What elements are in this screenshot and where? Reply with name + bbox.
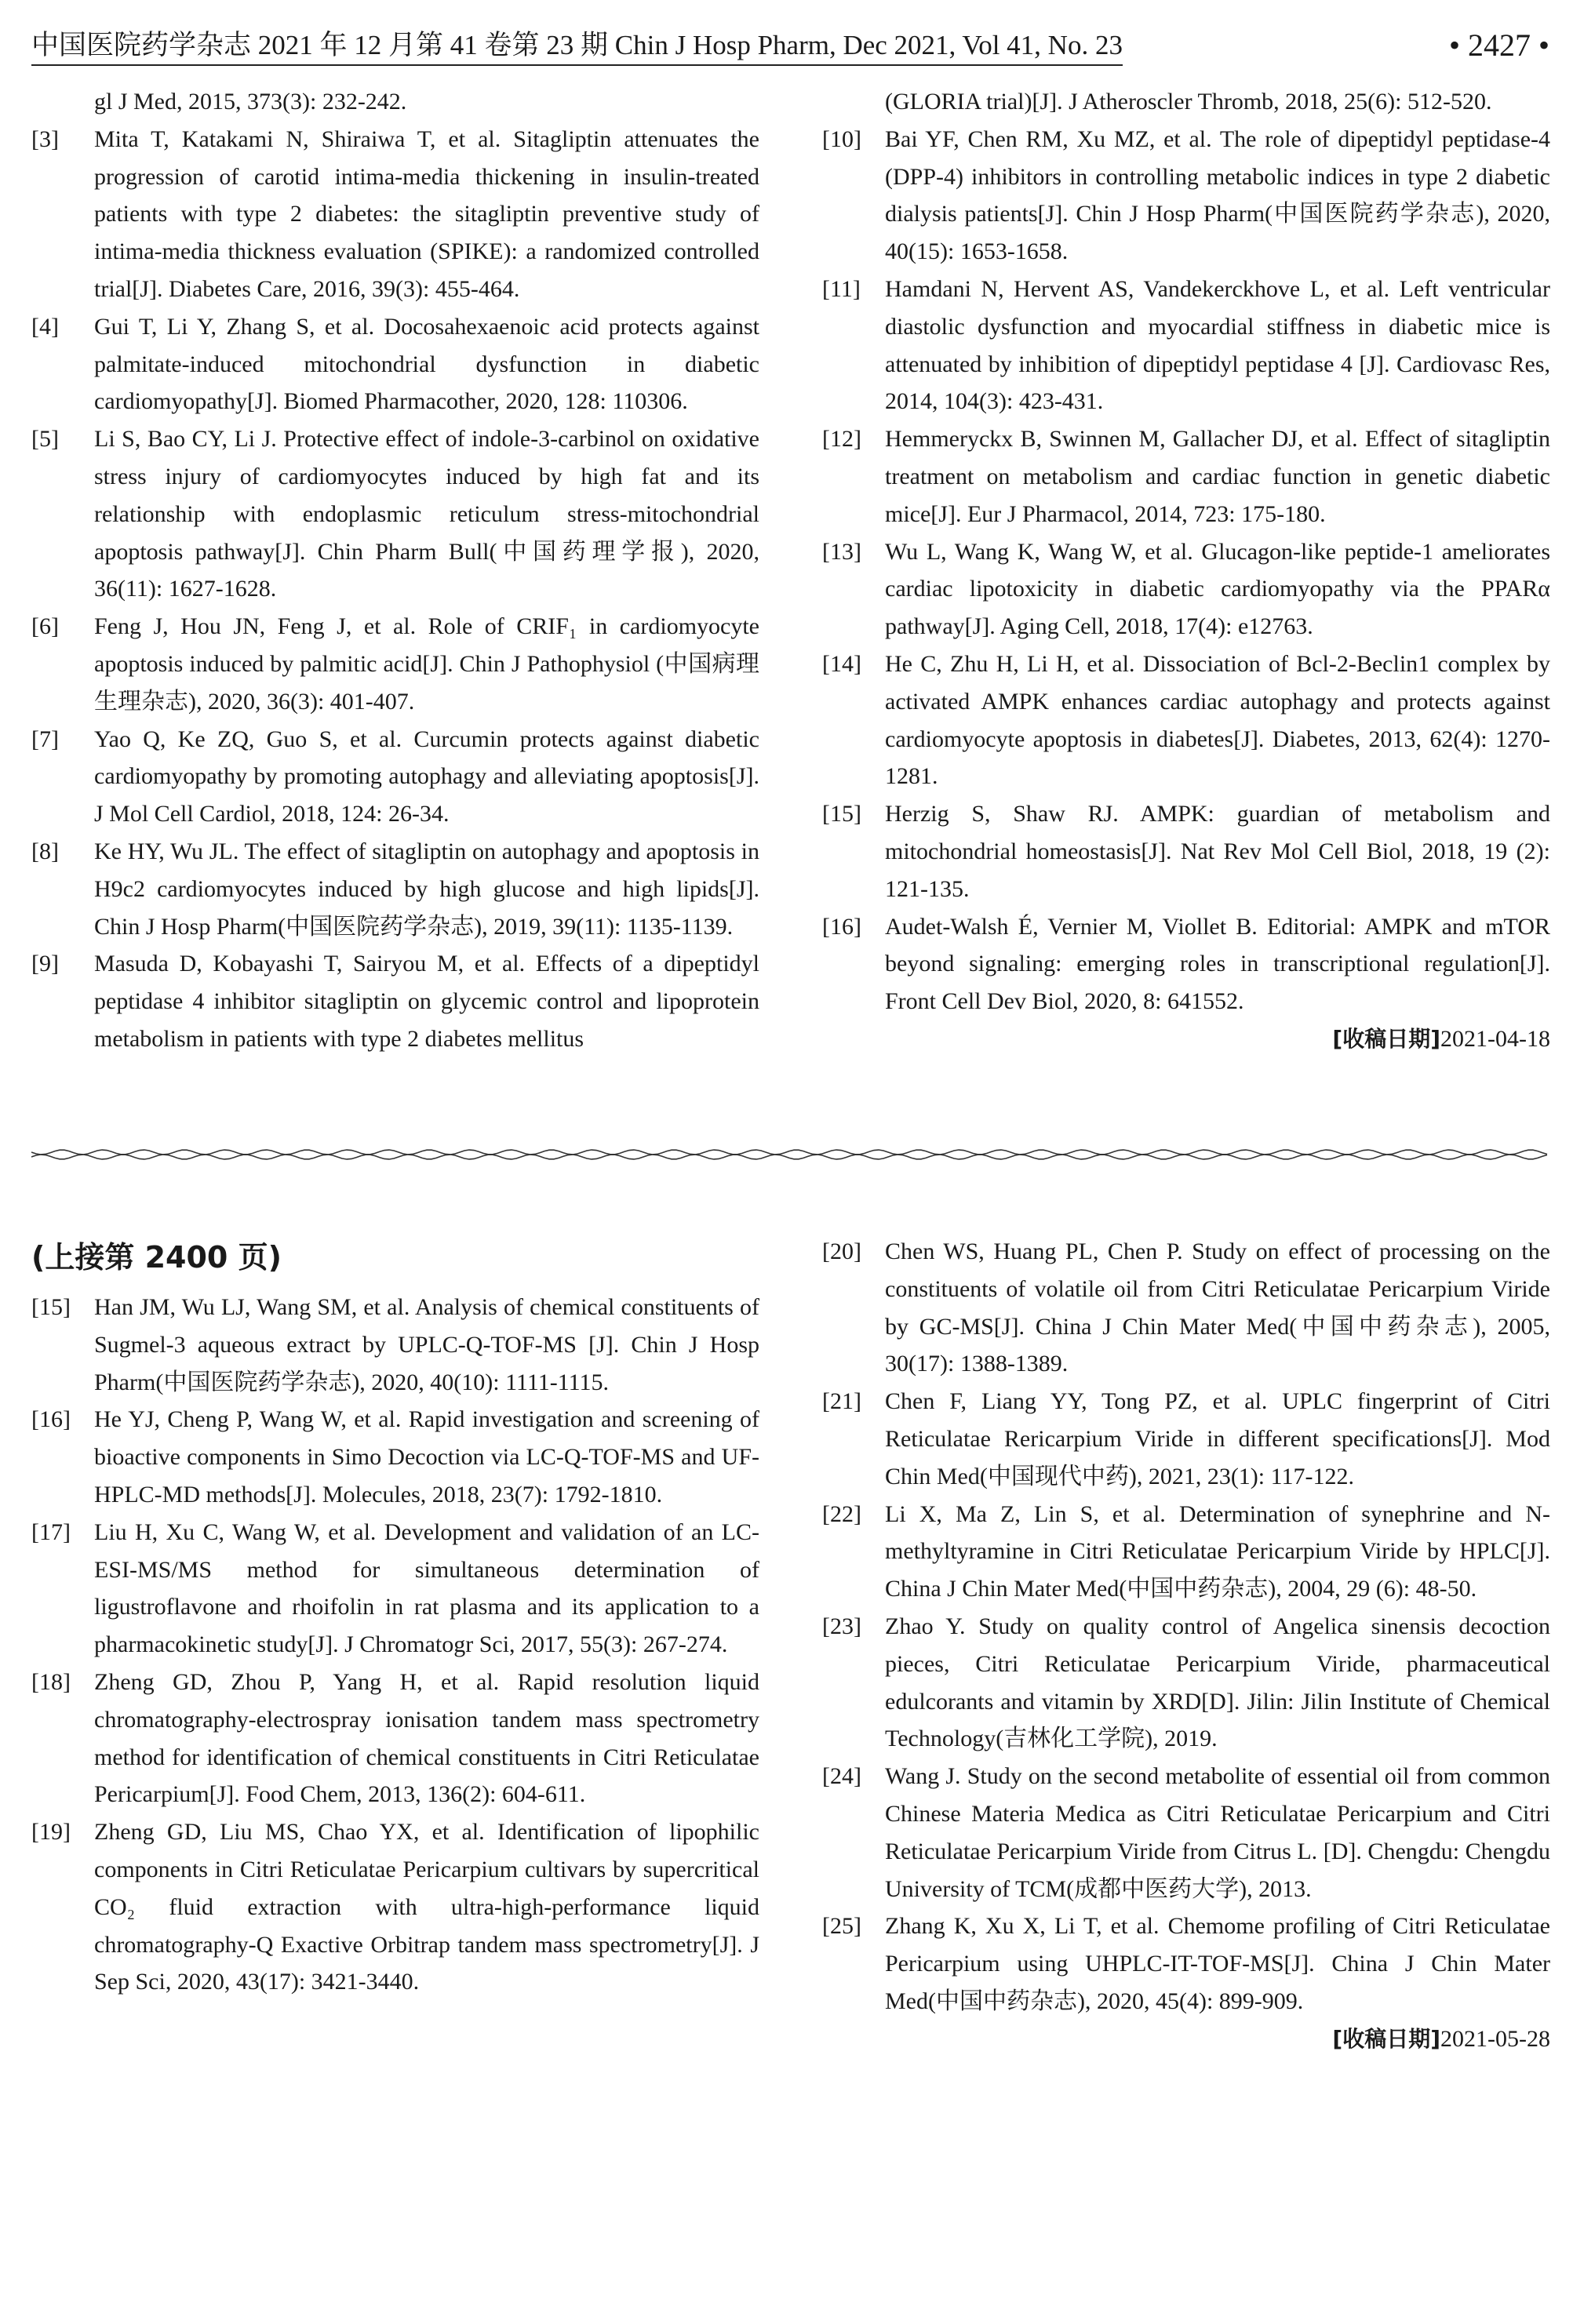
- reference-number: [7]: [31, 726, 59, 752]
- reference-entry: [822, 908, 1550, 1020]
- wavy-divider: [31, 1145, 1549, 1164]
- reference-text: Bai YF, Chen RM, Xu MZ, et al. The role of dipeptidyl peptidase-4 (DPP-4) inhibitors in controlling metabolic indices in type 2 diabetic dialysis patients[J]. Chin J Hosp Pharm(中国医院药学杂志), 2020, 40(15): 1653-1658.: [885, 125, 1550, 265]
- reference-number: [25]: [822, 1913, 861, 1940]
- reference-continuation: (GLORIA trial)[J]. J Atheroscler Thromb, 2018, 25(6): 512-520.: [885, 89, 1492, 115]
- reference-text: He YJ, Cheng P, Wang W, et al. Rapid investigation and screening of bioactive components in Simo Decoction via LC-Q-TOF-MS and UF-HPLC-MD methods[J]. Molecules, 2018, 23(7): 1792-1810.: [94, 1406, 759, 1508]
- reference-number: [24]: [822, 1763, 861, 1790]
- reference-number: [12]: [822, 426, 861, 453]
- bottom-right-column: [822, 1233, 1550, 2058]
- bottom-left-column: [31, 1289, 759, 2001]
- reference-entry: [31, 1664, 759, 1813]
- reference-number: [15]: [822, 801, 861, 827]
- reference-number: [9]: [31, 951, 59, 977]
- continued-from-heading: (上接第 2400 页): [31, 1240, 282, 1275]
- received-date-line: [822, 1020, 1550, 1058]
- journal-info: 中国医院药学杂志 2021 年 12 月第 41 卷第 23 期 Chin J Hosp Pharm, Dec 2021, Vol 41, No. 23: [31, 28, 1123, 66]
- top-left-column: [31, 83, 759, 1058]
- reference-entry: [822, 1233, 1550, 1383]
- reference-number: [16]: [31, 1406, 71, 1433]
- page-number: • 2427 •: [1448, 27, 1549, 63]
- reference-number: [22]: [822, 1500, 861, 1527]
- reference-number: [14]: [822, 650, 861, 677]
- reference-entry: [822, 646, 1550, 795]
- reference-number: [5]: [31, 426, 59, 453]
- reference-entry: [31, 1813, 759, 2001]
- reference-entry: [31, 1401, 759, 1513]
- reference-entry: [822, 420, 1550, 533]
- reference-entry: [822, 271, 1550, 420]
- reference-text: Chen WS, Huang PL, Chen P. Study on effect of processing on the constituents of volatile oil from Citri Reticulatae Pericarpium Viride by GC-MS[J]. China J Chin Mater Med(中国中药杂志), 2005, 30(17): 1388-1389.: [885, 1238, 1550, 1377]
- received-date-line: [822, 2020, 1550, 2058]
- reference-number: [19]: [31, 1819, 71, 1846]
- reference-text: Mita T, Katakami N, Shiraiwa T, et al. Sitagliptin attenuates the progression of carotid intima-media thickening in insulin-treated patients with type 2 diabetes: the sitagliptin preventive study of intima-media thickness evaluation (SPIKE): a randomized controlled trial[J]. Diabetes Care, 2016, 39(3): 455-464.: [94, 125, 759, 302]
- reference-entry: [31, 1289, 759, 1401]
- reference-number: [3]: [31, 125, 59, 152]
- reference-entry: [822, 1608, 1550, 1758]
- reference-text: Li S, Bao CY, Li J. Protective effect of indole-3-carbinol on oxidative stress injury of cardiomyocytes induced by high fat and its relationship with endoplasmic reticulum stress-mitochondrial apoptosis pathway[J]. Chin Pharm Bull(中国药理学报), 2020, 36(11): 1627-1628.: [94, 426, 759, 602]
- reference-number: [16]: [822, 913, 861, 940]
- reference-text: Wu L, Wang K, Wang W, et al. Glucagon-like peptide-1 ameliorates cardiac lipotoxicity in diabetic cardiomyopathy via the PPARα pathway[J]. Aging Cell, 2018, 17(4): e12763.: [885, 538, 1550, 640]
- reference-text: Liu H, Xu C, Wang W, et al. Development and validation of an LC-ESI-MS/MS method for simultaneous determination of ligustroflavone and rhoifolin in rat plasma and its application to a pharmacokinetic study[J]. J Chromatogr Sci, 2017, 55(3): 267-274.: [94, 1518, 759, 1658]
- reference-text: Ke HY, Wu JL. The effect of sitagliptin on autophagy and apoptosis in H9c2 cardiomyocytes induced by high glucose and high lipids[J]. Chin J Hosp Pharm(中国医院药学杂志), 2019, 39(11): 1135-1139.: [94, 838, 759, 940]
- reference-text: Zhao Y. Study on quality control of Angelica sinensis decoction pieces, Citri Reticulatae Pericarpium Viride, pharmaceutical edulcorants and vitamin by XRD[D]. Jilin: Jilin Institute of Chemical Technology(吉林化工学院), 2019.: [885, 1613, 1550, 1752]
- reference-text: Wang J. Study on the second metabolite of essential oil from common Chinese Materia Medica as Citri Reticulatae Pericarpium and Citri Reticulatae Pericarpium Viride from Citrus L. [D]. Chengdu: Chengdu University of TCM(成都中医药大学), 2013.: [885, 1763, 1550, 1902]
- reference-entry: [822, 1908, 1550, 2020]
- reference-number: [15]: [31, 1294, 71, 1320]
- reference-entry: [822, 795, 1550, 907]
- reference-entry: [31, 608, 759, 720]
- reference-number: [21]: [822, 1388, 861, 1415]
- reference-number: [4]: [31, 313, 59, 340]
- reference-number: [17]: [31, 1518, 71, 1545]
- reference-text: Feng J, Hou JN, Feng J, et al. Role of CRIF₁ in cardiomyocyte apoptosis induced by palmitic acid[J]. Chin J Pathophysiol (中国病理生理杂志), 2020, 36(3): 401-407.: [94, 613, 759, 715]
- received-date: 2021-04-18: [1440, 1025, 1550, 1052]
- reference-text: Gui T, Li Y, Zhang S, et al. Docosahexaenoic acid protects against palmitate-induced mitochondrial dysfunction in diabetic cardiomyopathy[J]. Biomed Pharmacother, 2020, 128: 110306.: [94, 313, 759, 415]
- running-header: [31, 24, 1549, 71]
- reference-entry: [822, 533, 1550, 646]
- reference-text: Zheng GD, Zhou P, Yang H, et al. Rapid resolution liquid chromatography-electrospray ionisation tandem mass spectrometry method for identification of chemical constituents in Citri Reticulatae Pericarpium[J]. Food Chem, 2013, 136(2): 604-611.: [94, 1668, 759, 1808]
- reference-number: [18]: [31, 1668, 71, 1695]
- reference-number: [13]: [822, 538, 861, 565]
- reference-text: He C, Zhu H, Li H, et al. Dissociation of Bcl-2-Beclin1 complex by activated AMPK enhances cardiac autophagy and protects against cardiomyocyte apoptosis in diabetes[J]. Diabetes, 2013, 62(4): 1270-1281.: [885, 650, 1550, 790]
- reference-number: [8]: [31, 838, 59, 864]
- reference-entry: [31, 721, 759, 833]
- top-right-column: [822, 83, 1550, 1058]
- reference-number: [20]: [822, 1238, 861, 1264]
- reference-entry: [31, 420, 759, 608]
- reference-entry: [31, 945, 759, 1057]
- reference-continuation: gl J Med, 2015, 373(3): 232-242.: [94, 89, 407, 115]
- reference-text: Audet-Walsh É, Vernier M, Viollet B. Editorial: AMPK and mTOR beyond signaling: emerging roles in transcriptional regulation[J]. Front Cell Dev Biol, 2020, 8: 641552.: [885, 913, 1550, 1015]
- received-date-label: [收稿日期]: [1332, 2025, 1441, 2052]
- reference-entry: [31, 1514, 759, 1664]
- reference-text: Li X, Ma Z, Lin S, et al. Determination of synephrine and N-methyltyramine in Citri Reticulatae Pericarpium Viride by HPLC[J]. China J Chin Mater Med(中国中药杂志), 2004, 29 (6): 48-50.: [885, 1500, 1550, 1602]
- reference-text: Zheng GD, Liu MS, Chao YX, et al. Identification of lipophilic components in Citri Reticulatae Pericarpium cultivars by supercritical CO₂ fluid extraction with ultra-high-performance liquid chromatography-Q Exactive Orbitrap tandem mass spectrometry[J]. J Sep Sci, 2020, 43(17): 3421-3440.: [94, 1819, 759, 1995]
- reference-number: [11]: [822, 275, 861, 302]
- reference-text: Herzig S, Shaw RJ. AMPK: guardian of metabolism and mitochondrial homeostasis[J]. Nat Rev Mol Cell Biol, 2018, 19 (2): 121-135.: [885, 801, 1550, 902]
- reference-entry: [822, 1758, 1550, 1908]
- reference-entry: [31, 121, 759, 308]
- reference-text: Yao Q, Ke ZQ, Guo S, et al. Curcumin protects against diabetic cardiomyopathy by promoting autophagy and alleviating apoptosis[J]. J Mol Cell Cardiol, 2018, 124: 26-34.: [94, 726, 759, 827]
- reference-entry: [31, 833, 759, 945]
- received-date: 2021-05-28: [1440, 2025, 1550, 2052]
- reference-text: Zhang K, Xu X, Li T, et al. Chemome profiling of Citri Reticulatae Pericarpium using UHPLC-IT-TOF-MS[J]. China J Chin Mater Med(中国中药杂志), 2020, 45(4): 899-909.: [885, 1913, 1550, 2014]
- received-date-label: [收稿日期]: [1332, 1025, 1441, 1052]
- reference-number: [10]: [822, 125, 861, 152]
- reference-entry: [31, 308, 759, 420]
- reference-number: [6]: [31, 613, 59, 640]
- reference-text: Hamdani N, Hervent AS, Vandekerckhove L, et al. Left ventricular diastolic dysfunction and myocardial stiffness in diabetic mice is attenuated by inhibition of dipeptidyl peptidase 4 [J]. Cardiovasc Res, 2014, 104(3): 423-431.: [885, 275, 1550, 415]
- reference-entry: [822, 1496, 1550, 1608]
- reference-number: [23]: [822, 1613, 861, 1639]
- reference-entry: [822, 1383, 1550, 1495]
- reference-text: Masuda D, Kobayashi T, Sairyou M, et al. Effects of a dipeptidyl peptidase 4 inhibitor sitagliptin on glycemic control and lipoprotein metabolism in patients with type 2 diabetes mellitus: [94, 951, 759, 1052]
- reference-text: Han JM, Wu LJ, Wang SM, et al. Analysis of chemical constituents of Sugmel-3 aqueous extract by UPLC-Q-TOF-MS [J]. Chin J Hosp Pharm(中国医院药学杂志), 2020, 40(10): 1111-1115.: [94, 1294, 759, 1395]
- reference-text: Chen F, Liang YY, Tong PZ, et al. UPLC fingerprint of Citri Reticulatae Rericarpium Viride in different specifications[J]. Mod Chin Med(中国现代中药), 2021, 23(1): 117-122.: [885, 1388, 1550, 1489]
- reference-entry: [822, 121, 1550, 271]
- reference-text: Hemmeryckx B, Swinnen M, Gallacher DJ, et al. Effect of sitagliptin treatment on metabolism and cardiac function in genetic diabetic mice[J]. Eur J Pharmacol, 2014, 723: 175-180.: [885, 426, 1550, 527]
